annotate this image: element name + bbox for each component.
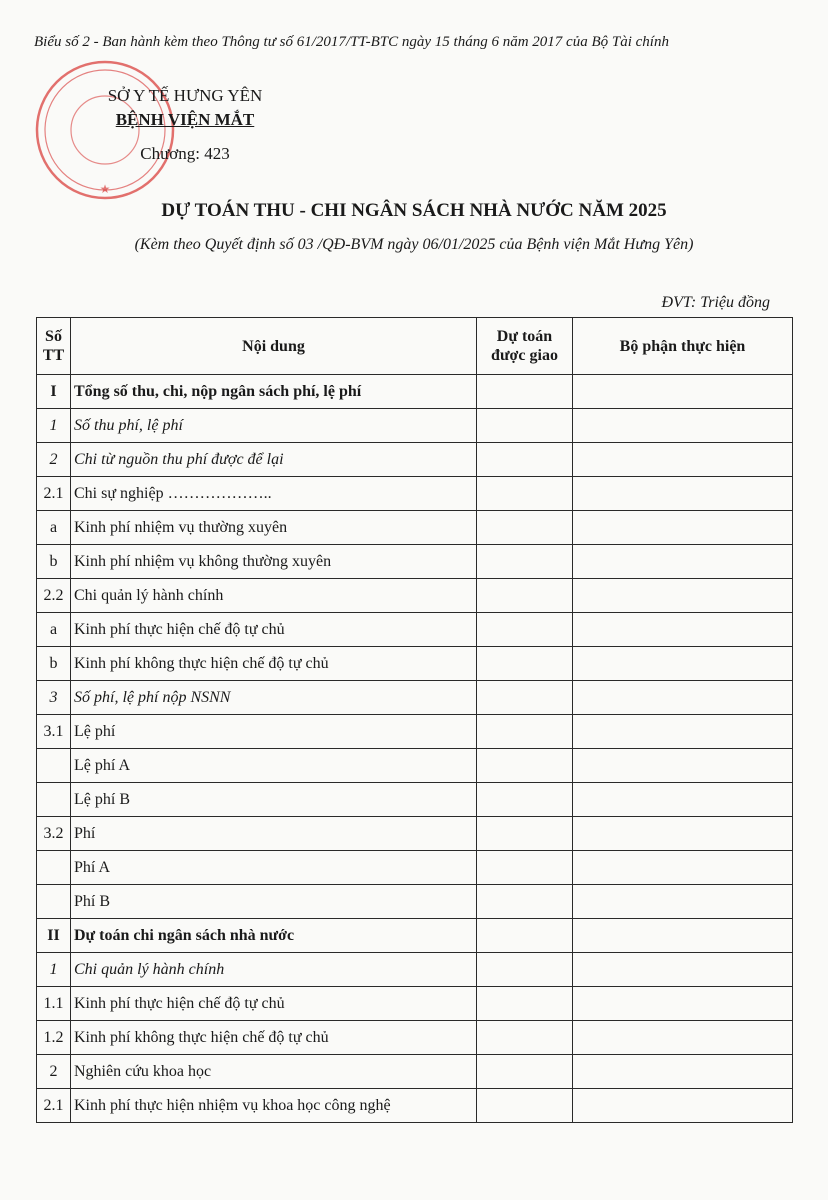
row-estimate-cell — [477, 817, 573, 851]
row-estimate-cell — [477, 885, 573, 919]
table-row — [37, 613, 793, 647]
row-department-cell — [573, 783, 793, 817]
row-number-cell: a — [37, 613, 71, 647]
document-title: DỰ TOÁN THU - CHI NGÂN SÁCH NHÀ NƯỚC NĂM 2025 — [161, 200, 667, 221]
row-number-cell: 2.1 — [37, 1089, 71, 1123]
row-content-cell: Kinh phí thực hiện nhiệm vụ khoa học công nghệ — [71, 1089, 477, 1123]
row-estimate-cell — [477, 443, 573, 477]
table-row — [37, 681, 793, 715]
table-row — [37, 477, 793, 511]
row-department-cell — [573, 987, 793, 1021]
table-row — [37, 511, 793, 545]
row-content-cell: Kinh phí thực hiện chế độ tự chủ — [71, 613, 477, 647]
agency-name: SỞ Y TẾ HƯNG YÊN — [107, 86, 263, 105]
row-number-cell: 2.2 — [37, 579, 71, 613]
organization-header — [70, 84, 300, 166]
row-number-cell — [37, 783, 71, 817]
row-number-cell — [37, 749, 71, 783]
row-estimate-cell — [477, 987, 573, 1021]
row-content-cell: Lệ phí A — [71, 749, 477, 783]
row-estimate-cell — [477, 477, 573, 511]
row-department-cell — [573, 375, 793, 409]
row-content-cell: Số phí, lệ phí nộp NSNN — [71, 681, 477, 715]
table-row — [37, 885, 793, 919]
svg-text:★: ★ — [99, 182, 111, 196]
row-number-cell: 2 — [37, 1055, 71, 1089]
row-estimate-cell — [477, 749, 573, 783]
table-row — [37, 987, 793, 1021]
table-row — [37, 375, 793, 409]
row-number-cell: 2.1 — [37, 477, 71, 511]
table-row — [37, 749, 793, 783]
table-row — [37, 579, 793, 613]
table-row — [37, 715, 793, 749]
form-reference-note: Biểu số 2 - Ban hành kèm theo Thông tư số 61/2017/TT-BTC ngày 15 tháng 6 năm 2017 của Bộ Tài chính — [34, 34, 669, 50]
row-estimate-cell — [477, 919, 573, 953]
row-content-cell: Chi quản lý hành chính — [71, 953, 477, 987]
table-row — [37, 1021, 793, 1055]
row-number-cell — [37, 885, 71, 919]
header-estimate: Dự toán được giao — [477, 318, 573, 375]
row-content-cell: Phí B — [71, 885, 477, 919]
row-number-cell: 1 — [37, 953, 71, 987]
row-estimate-cell — [477, 613, 573, 647]
row-estimate-cell — [477, 579, 573, 613]
row-content-cell: Kinh phí không thực hiện chế độ tự chủ — [71, 1021, 477, 1055]
row-content-cell: Kinh phí không thực hiện chế độ tự chủ — [71, 647, 477, 681]
table-row — [37, 443, 793, 477]
row-number-cell: 3.2 — [37, 817, 71, 851]
table-row — [37, 1089, 793, 1123]
row-estimate-cell — [477, 851, 573, 885]
row-department-cell — [573, 1089, 793, 1123]
row-content-cell: Kinh phí nhiệm vụ không thường xuyên — [71, 545, 477, 579]
unit-name: BỆNH VIỆN MẮT — [115, 110, 255, 129]
budget-chapter: Chương: 423 — [140, 144, 230, 163]
row-content-cell: Phí A — [71, 851, 477, 885]
row-content-cell: Số thu phí, lệ phí — [71, 409, 477, 443]
row-content-cell: Chi sự nghiệp ……………….. — [71, 477, 477, 511]
row-content-cell: Kinh phí thực hiện chế độ tự chủ — [71, 987, 477, 1021]
currency-unit-note: ĐVT: Triệu đồng — [661, 294, 770, 311]
row-department-cell — [573, 715, 793, 749]
table-row — [37, 409, 793, 443]
table-row — [37, 647, 793, 681]
row-estimate-cell — [477, 953, 573, 987]
table-row — [37, 817, 793, 851]
row-department-cell — [573, 579, 793, 613]
row-number-cell: I — [37, 375, 71, 409]
table-row — [37, 919, 793, 953]
row-estimate-cell — [477, 1021, 573, 1055]
row-content-cell: Lệ phí B — [71, 783, 477, 817]
header-content: Nội dung — [71, 318, 477, 375]
row-estimate-cell — [477, 375, 573, 409]
row-content-cell: Kinh phí nhiệm vụ thường xuyên — [71, 511, 477, 545]
table-row — [37, 953, 793, 987]
row-number-cell: b — [37, 545, 71, 579]
row-department-cell — [573, 477, 793, 511]
table-header-row — [37, 318, 793, 375]
row-estimate-cell — [477, 511, 573, 545]
row-number-cell: 2 — [37, 443, 71, 477]
row-content-cell: Tổng số thu, chi, nộp ngân sách phí, lệ phí — [71, 375, 477, 409]
row-department-cell — [573, 681, 793, 715]
row-department-cell — [573, 511, 793, 545]
row-estimate-cell — [477, 1055, 573, 1089]
row-department-cell — [573, 817, 793, 851]
row-content-cell: Phí — [71, 817, 477, 851]
row-number-cell: 1 — [37, 409, 71, 443]
row-number-cell: 3.1 — [37, 715, 71, 749]
row-estimate-cell — [477, 783, 573, 817]
table-row — [37, 1055, 793, 1089]
row-department-cell — [573, 1055, 793, 1089]
row-content-cell: Lệ phí — [71, 715, 477, 749]
document-subtitle: (Kèm theo Quyết định số 03 /QĐ-BVM ngày 06/01/2025 của Bệnh viện Mắt Hưng Yên) — [134, 236, 694, 253]
row-number-cell: b — [37, 647, 71, 681]
row-number-cell: II — [37, 919, 71, 953]
row-department-cell — [573, 443, 793, 477]
row-content-cell: Chi quản lý hành chính — [71, 579, 477, 613]
row-department-cell — [573, 953, 793, 987]
row-department-cell — [573, 1021, 793, 1055]
row-department-cell — [573, 851, 793, 885]
row-department-cell — [573, 409, 793, 443]
row-number-cell: 1.2 — [37, 1021, 71, 1055]
row-estimate-cell — [477, 715, 573, 749]
table-row — [37, 783, 793, 817]
row-department-cell — [573, 885, 793, 919]
row-estimate-cell — [477, 545, 573, 579]
row-estimate-cell — [477, 409, 573, 443]
row-department-cell — [573, 919, 793, 953]
table-row — [37, 851, 793, 885]
row-number-cell: 3 — [37, 681, 71, 715]
row-department-cell — [573, 545, 793, 579]
budget-table — [36, 317, 793, 1123]
row-content-cell: Chi từ nguồn thu phí được để lại — [71, 443, 477, 477]
row-department-cell — [573, 647, 793, 681]
row-number-cell: 1.1 — [37, 987, 71, 1021]
row-content-cell: Dự toán chi ngân sách nhà nước — [71, 919, 477, 953]
row-estimate-cell — [477, 647, 573, 681]
row-number-cell — [37, 851, 71, 885]
row-department-cell — [573, 749, 793, 783]
row-content-cell: Nghiên cứu khoa học — [71, 1055, 477, 1089]
row-estimate-cell — [477, 681, 573, 715]
row-estimate-cell — [477, 1089, 573, 1123]
row-number-cell: a — [37, 511, 71, 545]
row-department-cell — [573, 613, 793, 647]
header-no: Số TT — [37, 318, 71, 375]
header-department: Bộ phận thực hiện — [573, 318, 793, 375]
table-row — [37, 545, 793, 579]
